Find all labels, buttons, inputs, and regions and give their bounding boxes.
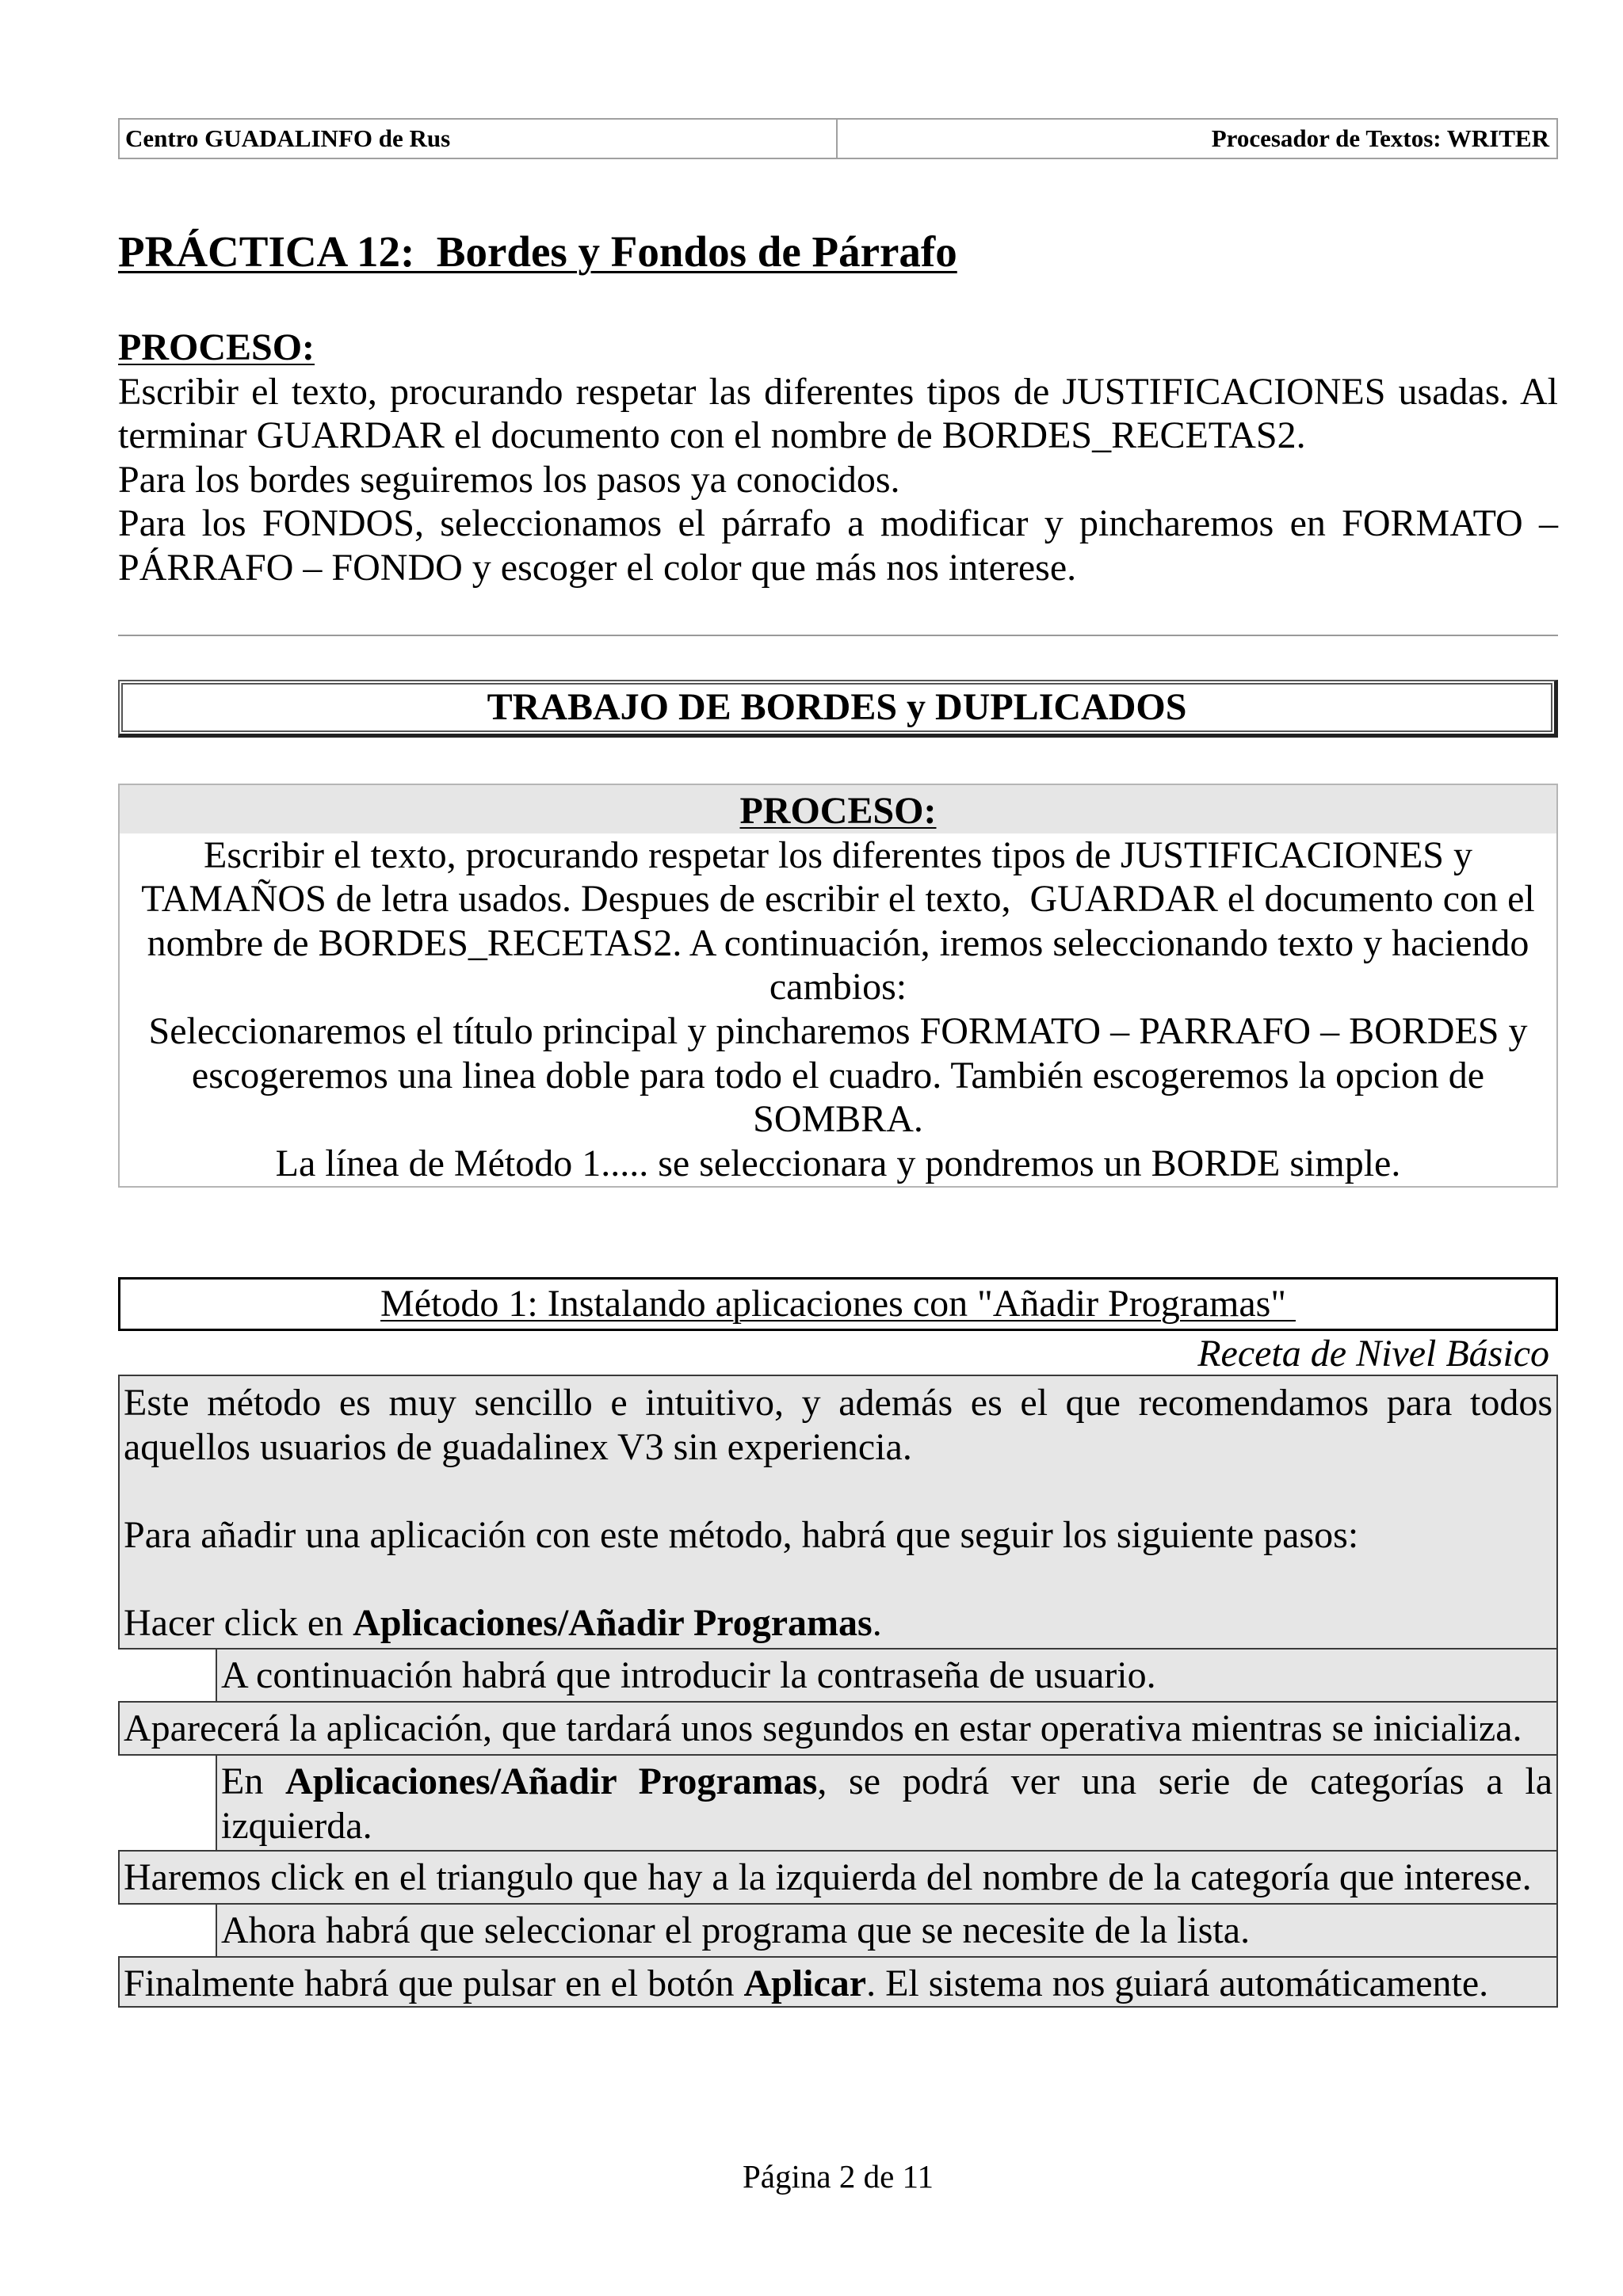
intro-pasos: Para añadir una aplicación con este método, habrá que seguir los siguiente pasos:: [124, 1513, 1359, 1556]
proceso-box-line: cambios:: [769, 966, 907, 1009]
proceso-box-heading: PROCESO:: [739, 790, 937, 832]
step-text: .: [872, 1601, 882, 1644]
step-text: , se podrá ver una serie de categorías a la: [817, 1760, 1553, 1802]
page-header-table: [118, 118, 1558, 159]
proceso-line: Escribir el texto, procurando respetar las diferentes tipos de JUSTIFICACIONES usadas. Al: [118, 370, 1558, 413]
step-text: Ahora habrá que seleccionar el programa que se necesite de la lista.: [221, 1909, 1251, 1951]
paragraph-spacer: [124, 1557, 1552, 1601]
recipe-level-label: Receta de Nivel Básico: [1197, 1333, 1549, 1375]
proceso-heading: PROCESO:: [118, 326, 315, 368]
paragraph-spacer: [124, 1469, 1552, 1513]
intro-line: Este método es muy sencillo e intuitivo, y además es el que recomendamos para todos: [124, 1382, 1552, 1424]
step-bold-text: Aplicaciones/Añadir Programas: [353, 1601, 873, 1644]
step-text: En: [221, 1760, 286, 1802]
step-row: [118, 1701, 1558, 1756]
proceso-box-line: Seleccionaremos el título principal y pincharemos FORMATO – PARRAFO – BORDES y: [148, 1009, 1528, 1052]
proceso-box-heading-band: [120, 785, 1556, 833]
page-title: PRÁCTICA 12: Bordes y Fondos de Párrafo: [118, 227, 957, 276]
trabajo-title: TRABAJO DE BORDES y DUPLICADOS: [121, 683, 1552, 732]
proceso-box-line: Escribir el texto, procurando respetar los diferentes tipos de JUSTIFICACIONES y: [204, 833, 1472, 876]
step-line: [124, 1962, 1552, 2006]
header-left-cell: Centro GUADALINFO de Rus: [120, 120, 838, 158]
proceso-box-line: nombre de BORDES_RECETAS2. A continuación, iremos seleccionando texto y haciendo: [147, 921, 1529, 964]
page-number: Página 2 de 11: [742, 2158, 934, 2195]
step-row: [118, 1956, 1558, 2008]
step-text: Finalmente habrá que pulsar en el botón: [124, 1962, 744, 2004]
intro-click-step: [124, 1601, 1552, 1646]
metodo-title-box: [118, 1277, 1558, 1331]
trabajo-title-box: [118, 680, 1558, 738]
step-row-indented: [216, 1903, 1558, 1958]
step-text: izquierda.: [221, 1804, 372, 1847]
step-text: . El sistema nos guiará automáticamente.: [866, 1962, 1489, 2004]
step-bold-text: Aplicar: [743, 1962, 867, 2004]
metodo-title: Método 1: Instalando aplicaciones con "Añadir Programas": [380, 1283, 1296, 1325]
step-bold-text: Aplicaciones/Añadir Programas: [285, 1760, 818, 1802]
step-text: Hacer click en: [124, 1601, 353, 1644]
proceso-line: terminar GUARDAR el documento con el nombre de BORDES_RECETAS2.: [118, 414, 1306, 457]
proceso-box: [118, 784, 1558, 1188]
step-line: [221, 1760, 1552, 1804]
proceso-section: [118, 326, 1558, 590]
proceso-box-line: La línea de Método 1..... se seleccionara y pondremos un BORDE simple.: [275, 1142, 1401, 1184]
proceso-line: Para los FONDOS, seleccionamos el párrafo a modificar y pincharemos en FORMATO –: [118, 502, 1558, 545]
step-text: Haremos click en el triangulo que hay a la izquierda del nombre de la categoría que interese.: [124, 1856, 1532, 1898]
step-row-indented: [216, 1754, 1558, 1852]
intro-line: aquellos usuarios de guadalinex V3 sin experiencia.: [124, 1425, 912, 1468]
step-row: [118, 1850, 1558, 1905]
horizontal-rule: [118, 635, 1558, 636]
step-text: A continuación habrá que introducir la contraseña de usuario.: [221, 1654, 1156, 1696]
proceso-line: Para los bordes seguiremos los pasos ya conocidos.: [118, 458, 900, 501]
proceso-box-line: SOMBRA.: [753, 1098, 923, 1141]
proceso-box-line: TAMAÑOS de letra usados. Despues de escribir el texto, GUARDAR el documento con el: [141, 878, 1535, 921]
metodo-intro-box: [118, 1375, 1558, 1650]
header-right-cell: Procesador de Textos: WRITER: [1211, 124, 1549, 152]
proceso-line: PÁRRAFO – FONDO y escoger el color que más nos interese.: [118, 546, 1077, 589]
step-row-indented: [216, 1648, 1558, 1703]
step-text: Aparecerá la aplicación, que tardará unos segundos en estar operativa mientras se inicializa.: [124, 1707, 1522, 1749]
proceso-box-line: escogeremos una linea doble para todo el cuadro. También escogeremos la opcion de: [191, 1054, 1485, 1097]
